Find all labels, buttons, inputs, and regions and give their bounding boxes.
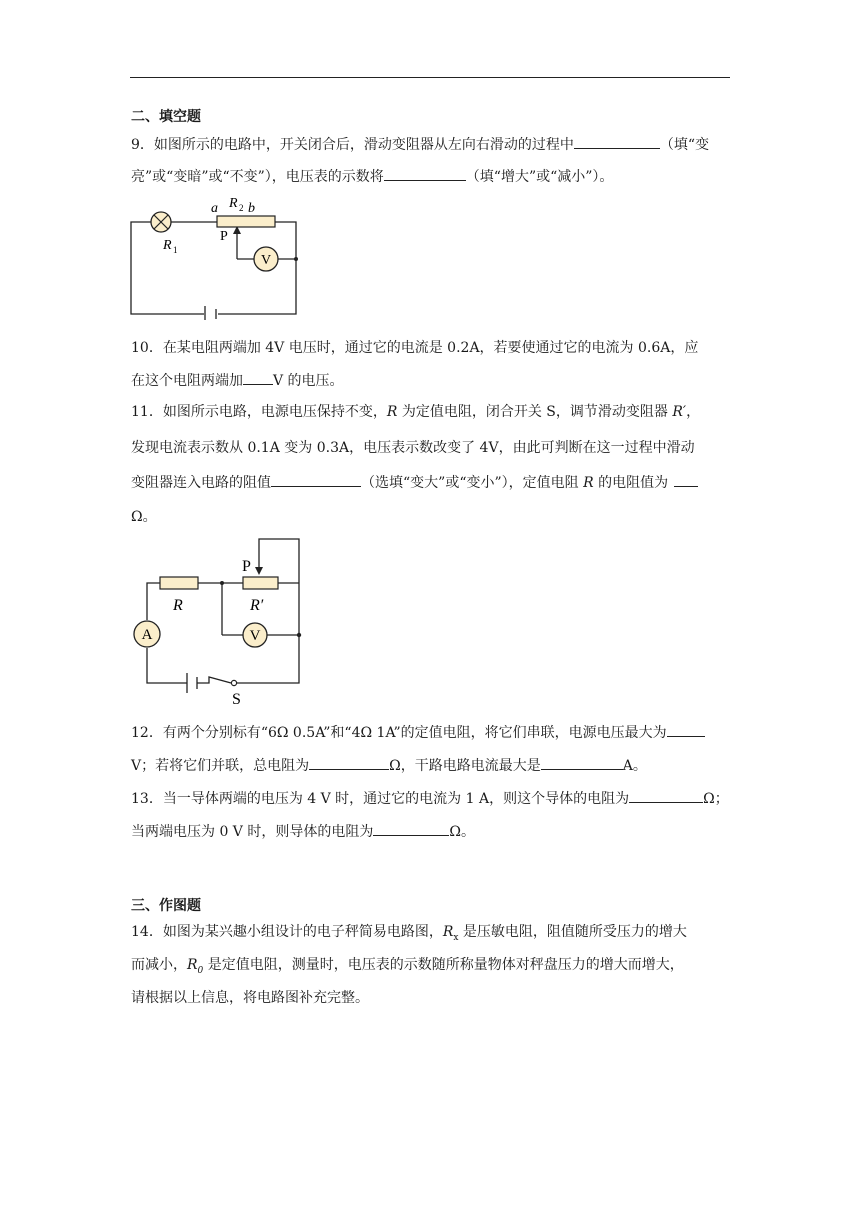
q9-line2: 亮”或“变暗”或“不变”），电压表的示数将 （填“增大”或“减小”）。 (131, 166, 613, 187)
svg-text:R: R (163, 238, 172, 253)
svg-text:P: P (242, 558, 251, 575)
answer-blank[interactable] (574, 134, 660, 149)
header-rule (130, 77, 730, 78)
answer-blank[interactable] (667, 722, 705, 737)
svg-text:R: R (173, 597, 183, 614)
section-title: 三、作图题 (131, 898, 201, 914)
svg-text:P: P (220, 229, 228, 244)
switch-icon (231, 680, 236, 685)
answer-blank[interactable] (629, 788, 703, 803)
answer-blank[interactable] (309, 755, 389, 770)
answer-blank[interactable] (384, 166, 466, 181)
q14-line2: 而减小，$R_0$ 是定值电阻，测量时，电压表的示数随所称量物体对秤盘压力的增大而增大， (131, 957, 684, 976)
slider-arrow-icon (255, 567, 263, 575)
rheostat-rprime (243, 577, 278, 589)
answer-blank[interactable] (674, 472, 698, 487)
svg-text:a: a (211, 201, 218, 216)
q11-line3: 变阻器连入电路的阻值 （选填“变大”或“变小”），定值电阻 R 的电阻值为 (131, 472, 698, 493)
svg-text:b: b (248, 201, 255, 216)
svg-text:2: 2 (239, 203, 244, 213)
svg-text:V: V (249, 628, 261, 644)
rheostat-r2 (217, 216, 275, 227)
q10-line1: 10．在某电阻两端加 4V 电压时，通过它的电流是 0.2A，若要使通过它的电流为 0.6A，应 (131, 340, 699, 356)
svg-text:A: A (141, 627, 153, 643)
q11-line2: 发现电流表示数从 0.1A 变为 0.3A，电压表示数改变了 4V，由此可判断在这一过程中滑动 (131, 440, 695, 456)
answer-blank[interactable] (373, 821, 449, 836)
answer-blank[interactable] (243, 370, 273, 385)
svg-text:1: 1 (173, 245, 178, 255)
q13-line1: 13．当一导体两端的电压为 4 V 时，通过它的电流为 1 A，则这个导体的电阻为 Ω； (131, 788, 729, 809)
resistor-r (160, 577, 198, 589)
q14-line3: 请根据以上信息，将电路图补充完整。 (131, 990, 369, 1006)
q12-line2: V；若将它们并联，总电阻为 Ω，干路电路电流最大是 A。 (131, 755, 647, 776)
q14-line1: 14．如图为某兴趣小组设计的电子秤简易电路图，$R_x$ 是压敏电阻，阻值随所受压力的增大 (131, 924, 687, 943)
answer-blank[interactable] (541, 755, 623, 770)
q12-line1: 12．有两个分别标有“6Ω 0.5A”和“4Ω 1A”的定值电阻，将它们串联，电源电压最大为 (131, 722, 705, 743)
q9-circuit-diagram (126, 192, 306, 320)
svg-text:V: V (260, 253, 272, 268)
answer-blank[interactable] (271, 472, 361, 487)
svg-text:S: S (232, 691, 241, 704)
q11-line1: 11．如图所示电路，电源电压保持不变，R 为定值电阻，闭合开关 S，调节滑动变阻器 R′， (131, 404, 701, 420)
q11-circuit-diagram (127, 534, 312, 704)
q10-line2: 在这个电阻两端加 V 的电压。 (131, 370, 344, 391)
q9-line1: 9．如图所示的电路中，开关闭合后，滑动变阻器从左向右滑动的过程中 （填“变 (131, 134, 709, 155)
svg-text:R′: R′ (250, 597, 264, 614)
section-title: 二、填空题 (131, 109, 201, 125)
svg-text:R: R (229, 196, 238, 211)
q13-line2: 当两端电压为 0 V 时，则导体的电阻为 Ω。 (131, 821, 475, 842)
lamp-icon (151, 212, 171, 232)
q11-line4: Ω。 (131, 509, 157, 525)
